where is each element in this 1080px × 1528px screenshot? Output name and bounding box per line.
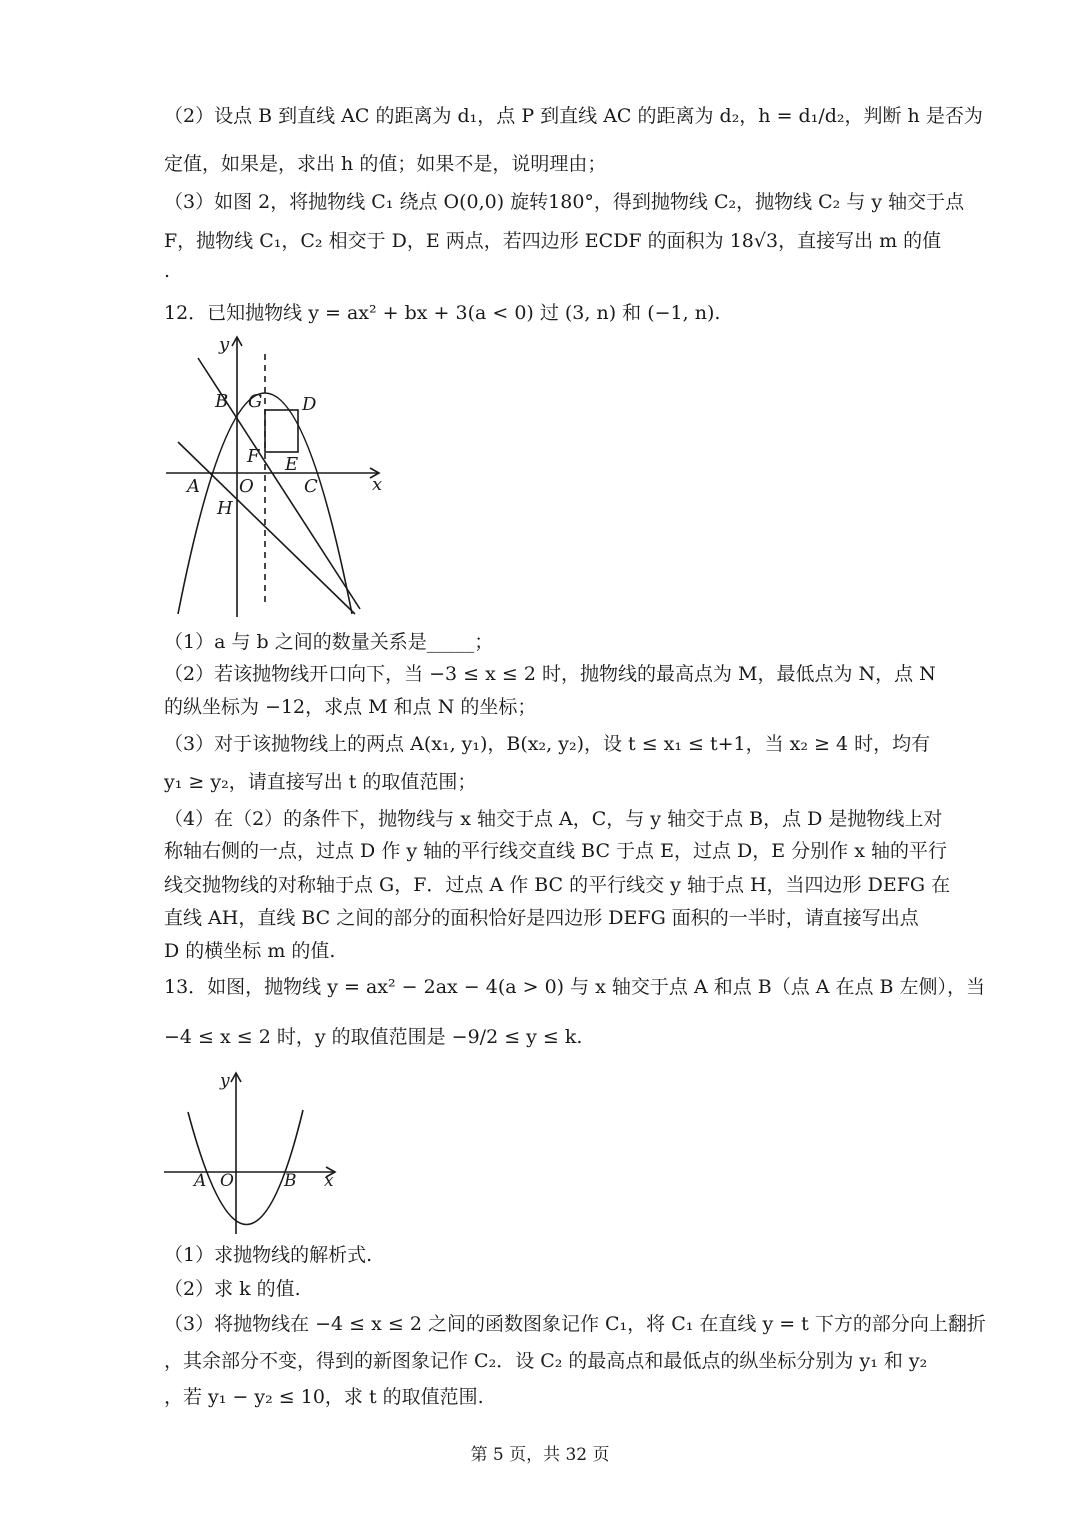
p13-label-y: y [220, 1071, 230, 1091]
p12-label-c: C [304, 476, 318, 497]
page-footer: 第 5 页，共 32 页 [470, 1445, 610, 1465]
p13-q2: （2）求 k 的值. [164, 1278, 301, 1300]
p13-figure [160, 1068, 350, 1238]
p13-label-x: x [324, 1171, 334, 1191]
p12-label-e: E [285, 454, 299, 475]
p13-q3-line3: ，若 y₁ − y₂ ≤ 10，求 t 的取值范围. [164, 1386, 484, 1408]
p12-label-a: A [187, 476, 200, 497]
p13-q3-line2: ，其余部分不变，得到的新图象记作 C₂．设 C₂ 的最高点和最低点的纵坐标分别为 y₁ 和 y₂ [164, 1350, 928, 1372]
p12-q4-line2: 称轴右侧的一点，过点 D 作 y 轴的平行线交直线 BC 于点 E，过点 D，E 分别作 x 轴的平行 [164, 840, 947, 862]
p12-label-b: B [215, 391, 229, 412]
p12-q2-line1: （2）若该抛物线开口向下，当 −3 ≤ x ≤ 2 时，抛物线的最高点为 M，最低点为 N，点 N [164, 663, 936, 685]
p12-label-g: G [248, 391, 263, 412]
p12-q2-line2: 的纵坐标为 −12，求点 M 和点 N 的坐标； [164, 696, 537, 718]
p13-label-b: B [284, 1171, 297, 1191]
p11-q3-line3: . [164, 260, 171, 282]
p11-q2-line1: （2）设点 B 到直线 AC 的距离为 d₁，点 P 到直线 AC 的距离为 d₂，h = d₁/d₂，判断 h 是否为 [164, 105, 983, 127]
p12-q3-line2: y₁ ≥ y₂，请直接写出 t 的取值范围； [164, 771, 477, 793]
p12-q4-line1: （4）在（2）的条件下，抛物线与 x 轴交于点 A，C，与 y 轴交于点 B，点 D 是抛物线上对 [164, 808, 943, 830]
p12-label-h: H [217, 498, 233, 519]
p12-q1: （1）a 与 b 之间的数量关系是_____； [164, 631, 494, 653]
p11-q2-line2: 定值，如果是，求出 h 的值；如果不是，说明理由； [164, 153, 607, 175]
p12-label-o: O [239, 476, 254, 497]
p12-q4-line3: 线交抛物线的对称轴于点 G，F．过点 A 作 BC 的平行线交 y 轴于点 H，当四边形 DEFG 在 [164, 874, 951, 896]
p13-stem-line1: 13．如图，抛物线 y = ax² − 2ax − 4(a > 0) 与 x 轴交于点 A 和点 B（点 A 在点 B 左侧），当 [164, 976, 986, 998]
p11-q3-line2: F，抛物线 C₁，C₂ 相交于 D，E 两点，若四边形 ECDF 的面积为 18√3，直接写出 m 的值 [164, 230, 942, 252]
p12-label-d: D [302, 394, 317, 415]
p11-q3-line1: （3）如图 2，将抛物线 C₁ 绕点 O(0,0) 旋转180°，得到抛物线 C₂，抛物线 C₂ 与 y 轴交于点 [164, 191, 965, 213]
p12-label-x: x [372, 474, 383, 495]
p12-label-y: y [219, 334, 230, 355]
p12-q4-line4: 直线 AH，直线 BC 之间的部分的面积恰好是四边形 DEFG 面积的一半时，请直接写出点 [164, 907, 919, 929]
p12-q3-line1: （3）对于该抛物线上的两点 A(x₁, y₁)，B(x₂, y₂)，设 t ≤ x₁ ≤ t+1，当 x₂ ≥ 4 时，均有 [164, 733, 931, 755]
p13-q3-line1: （3）将抛物线在 −4 ≤ x ≤ 2 之间的函数图象记作 C₁，将 C₁ 在直线 y = t 下方的部分向上翻折 [164, 1313, 986, 1335]
p13-q1: （1）求抛物线的解析式. [164, 1244, 373, 1266]
p12-label-f: F [247, 446, 260, 467]
p12-figure [160, 332, 390, 622]
p13-stem-line2: −4 ≤ x ≤ 2 时，y 的取值范围是 −9/2 ≤ y ≤ k. [164, 1026, 583, 1048]
p13-label-a: A [194, 1171, 207, 1191]
p13-label-o: O [220, 1171, 234, 1191]
p12-line-ah [178, 442, 355, 614]
p13-parabola [188, 1110, 303, 1225]
p12-q4-line5: D 的横坐标 m 的值. [164, 940, 336, 962]
p12-stem: 12．已知抛物线 y = ax² + bx + 3(a < 0) 过 (3, n) 和 (−1, n). [164, 302, 721, 324]
